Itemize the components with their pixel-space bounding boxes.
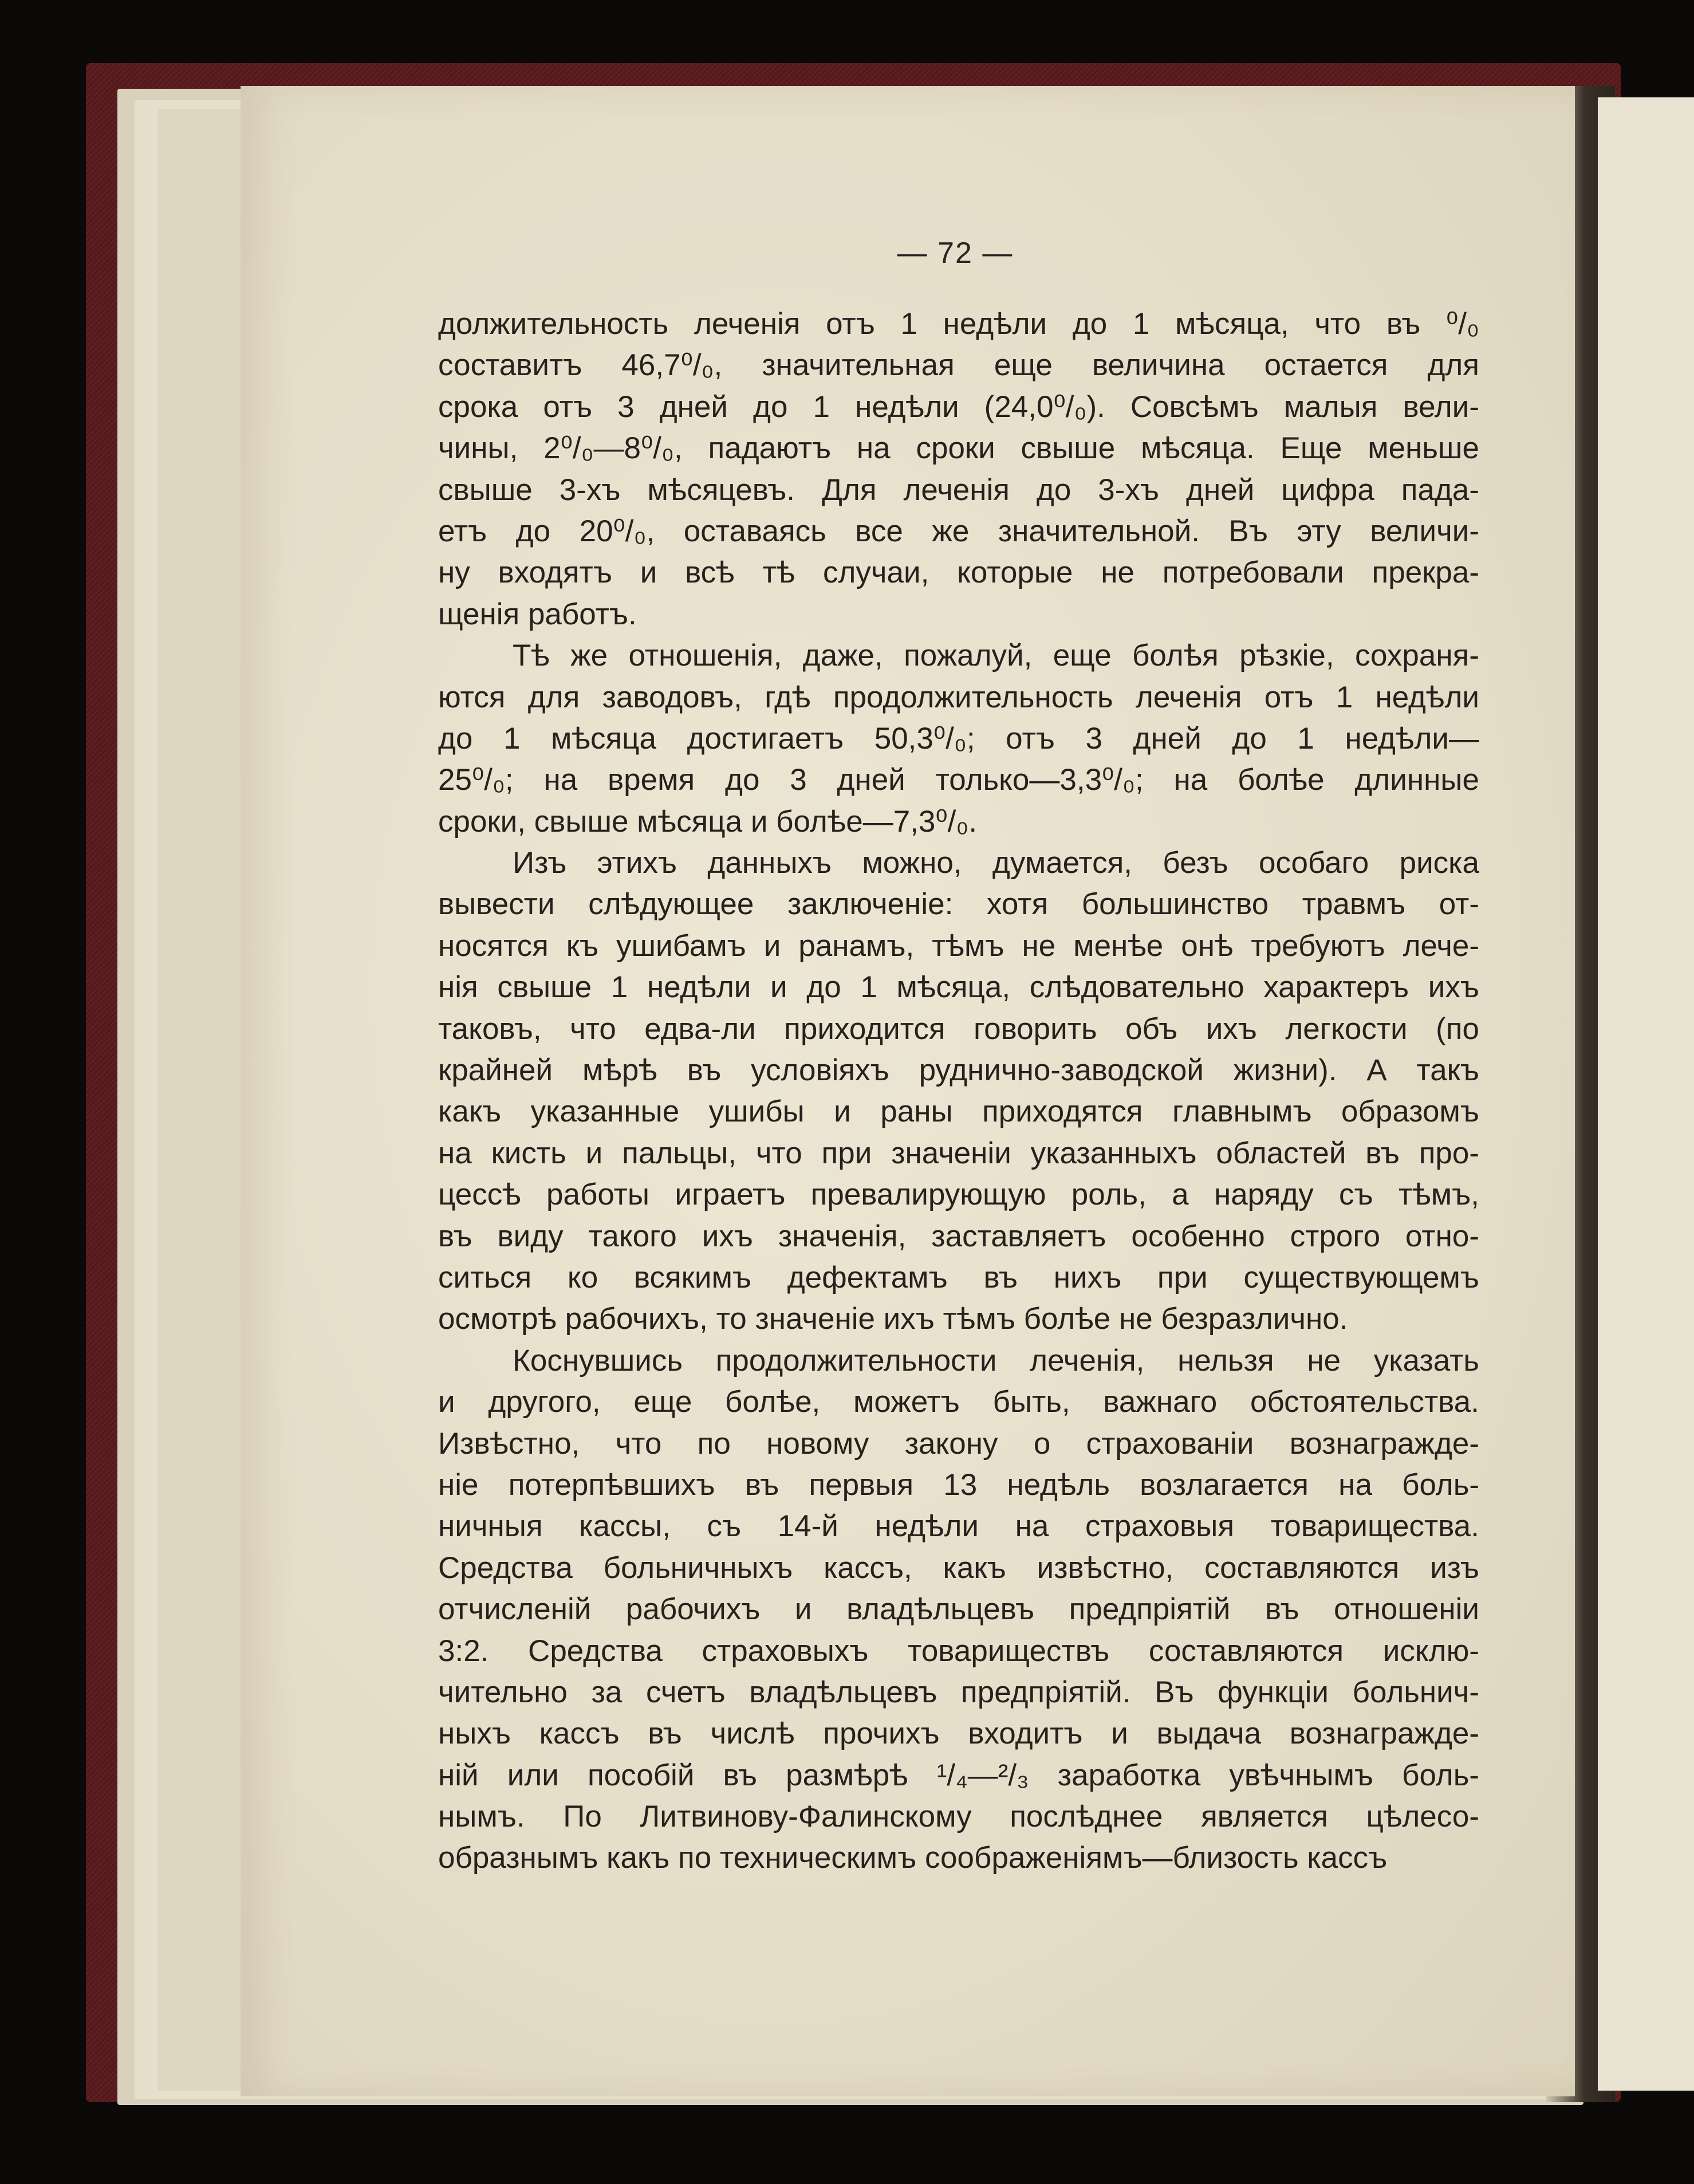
text-line: образнымъ какъ по техническимъ соображеніямъ—близость кассъ [438, 1841, 1388, 1875]
text-line: носятся къ ушибамъ и ранамъ, тѣмъ не менѣе онѣ требуютъ лече- [438, 928, 1479, 963]
text-line: Коснувшись продолжительности леченія, нельзя не указать [513, 1343, 1479, 1378]
text-line: Изъ этихъ данныхъ можно, думается, безъ особаго риска [513, 846, 1479, 880]
text-line: чительно за счетъ владѣльцевъ предпріятій. Въ функціи больнич- [438, 1675, 1479, 1709]
text-line: ситься ко всякимъ дефектамъ въ нихъ при существующемъ [438, 1260, 1479, 1294]
paragraph [438, 843, 1479, 1340]
text-line: какъ указанные ушибы и раны приходятся главнымъ образомъ [438, 1095, 1479, 1129]
text-line: чины, 2⁰/₀—8⁰/₀, падаютъ на сроки свыше мѣсяца. Еще меньше [438, 431, 1479, 466]
text-line: ній или пособій въ размѣрѣ ¹/₄—²/₃ заработка увѣчнымъ боль- [438, 1758, 1479, 1792]
text-line: нымъ. По Литвинову-Фалинскому послѣднее является цѣлесо- [438, 1800, 1479, 1834]
text-line: Тѣ же отношенія, даже, пожалуй, еще болѣя рѣзкіе, сохраня- [513, 639, 1479, 673]
text-line: на кисть и пальцы, что при значеніи указанныхъ областей въ про- [438, 1136, 1479, 1170]
next-page-edge [1598, 97, 1694, 2091]
text-line: Средства больничныхъ кассъ, какъ извѣстно, составляются изъ [438, 1551, 1479, 1585]
paragraph [438, 1340, 1479, 1879]
text-line: Извѣстно, что по новому закону о страхованіи вознагражде- [438, 1426, 1479, 1461]
text-line: свыше 3-хъ мѣсяцевъ. Для леченія до 3-хъ дней цифра пада- [438, 473, 1479, 507]
text-line: ніе потерпѣвшихъ въ первыя 13 недѣль возлагается на боль- [438, 1467, 1479, 1502]
text-line: цессѣ работы играетъ превалирующую роль, а наряду съ тѣмъ, [438, 1178, 1479, 1212]
text-line: сроки, свыше мѣсяца и болѣе—7,3⁰/₀. [438, 804, 978, 839]
text-line: щенія работъ. [438, 597, 637, 631]
text-line: ну входятъ и всѣ тѣ случаи, которые не потребовали прекра- [438, 556, 1479, 590]
text-line: въ виду такого ихъ значенія, заставляетъ особенно строго отно- [438, 1219, 1479, 1253]
text-line: срока отъ 3 дней до 1 недѣли (24,0⁰/₀). Совсѣмъ малыя вели- [438, 389, 1479, 424]
page-number: — 72 — [897, 237, 1014, 270]
text-line: до 1 мѣсяца достигаетъ 50,3⁰/₀; отъ 3 дней до 1 недѣли— [438, 721, 1479, 755]
text-line: нія свыше 1 недѣли и до 1 мѣсяца, слѣдовательно характеръ ихъ [438, 970, 1479, 1005]
text-line: ничныя кассы, съ 14-й недѣли на страховыя товарищества. [438, 1509, 1479, 1544]
text-line: 25⁰/₀; на время до 3 дней только—3,3⁰/₀; на болѣе длинные [438, 763, 1479, 797]
paragraph [438, 635, 1479, 843]
text-line: 3:2. Средства страховыхъ товариществъ составляются исклю- [438, 1634, 1479, 1668]
text-line: етъ до 20⁰/₀, оставаясь все же значительной. Въ эту величи- [438, 514, 1479, 548]
text-line: должительность леченія отъ 1 недѣли до 1 мѣсяца, что въ ⁰/₀ [438, 307, 1479, 341]
text-line: и другого, еще болѣе, можетъ быть, важнаго обстоятельства. [438, 1385, 1479, 1419]
text-line: осмотрѣ рабочихъ, то значеніе ихъ тѣмъ болѣе не безразлично. [438, 1302, 1348, 1336]
paragraph [438, 304, 1479, 635]
text-line: составитъ 46,7⁰/₀, значительная еще величина остается для [438, 348, 1479, 383]
text-line: ются для заводовъ, гдѣ продолжительность леченія отъ 1 недѣли [438, 680, 1479, 714]
page-body-text [438, 304, 1479, 1879]
text-line: вывести слѣдующее заключеніе: хотя большинство травмъ от- [438, 887, 1479, 922]
text-line: крайней мѣрѣ въ условіяхъ руднично-заводской жизни). А такъ [438, 1053, 1479, 1088]
text-line: ныхъ кассъ въ числѣ прочихъ входитъ и выдача вознагражде- [438, 1717, 1479, 1751]
text-line: отчисленій рабочихъ и владѣльцевъ предпріятій въ отношеніи [438, 1592, 1479, 1627]
text-line: таковъ, что едва-ли приходится говорить объ ихъ легкости (по [438, 1012, 1479, 1046]
